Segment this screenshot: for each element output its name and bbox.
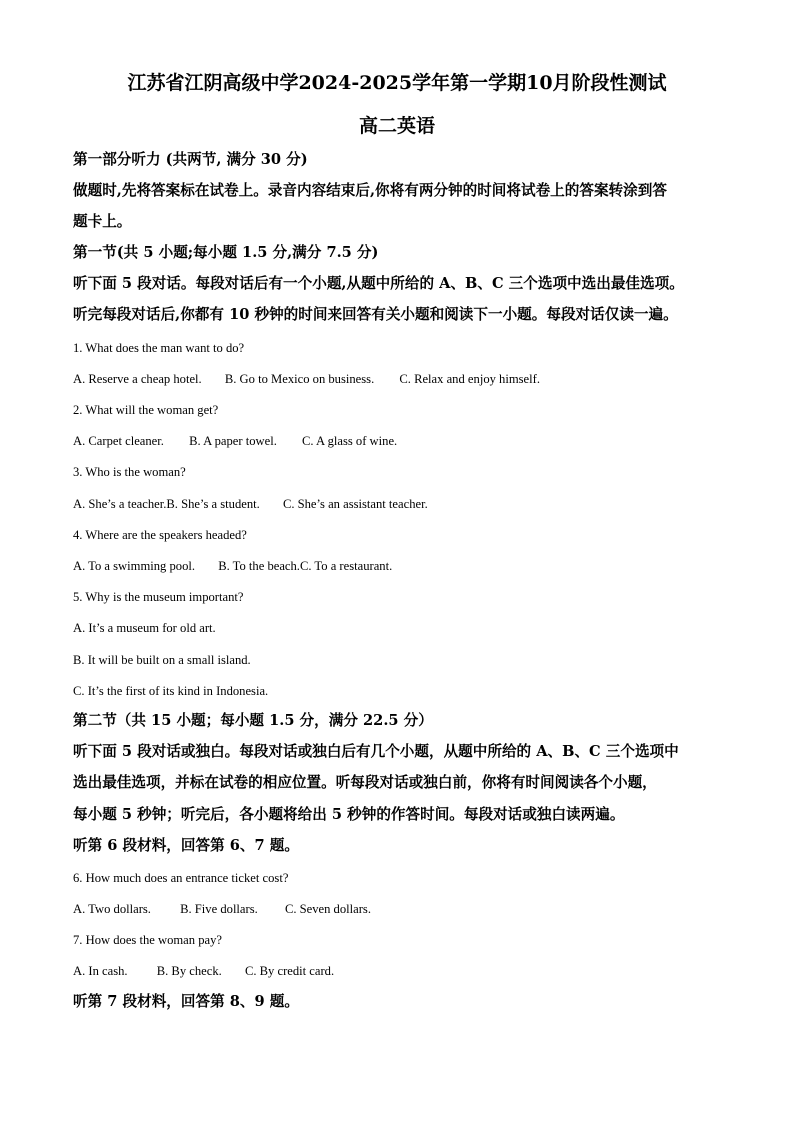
- question-5: 5. Why is the museum important?: [73, 590, 244, 604]
- question-7-options: [73, 962, 334, 980]
- section2-instr-line1: 听下面 5 段对话或独白。每段对话或独白后有几个小题，从题中所给的 A、B、C 三个选项中: [73, 743, 679, 760]
- question-2-options: [73, 432, 397, 450]
- section2-heading: 第二节（共 15 小题；每小题 1.5 分，满分 22.5 分）: [73, 712, 433, 729]
- q7-option-c: C. By credit card.: [244, 964, 335, 978]
- question-6: 6. How much does an entrance ticket cost?: [73, 871, 289, 885]
- question-7: 7. How does the woman pay?: [73, 933, 222, 947]
- part1-intro-line1: 做题时,先将答案标在试卷上。录音内容结束后,你将有两分钟的时间将试卷上的答案转涂到答: [73, 182, 667, 199]
- q1-option-a: A. Reserve a cheap hotel.: [73, 372, 202, 386]
- q1-option-c: C. Relax and enjoy himself.: [399, 372, 540, 386]
- question-2: 2. What will the woman get?: [73, 403, 219, 417]
- q3-option-ab: A. She’s a teacher.B. She’s a student.: [73, 497, 260, 511]
- q7-option-b: B. By check.: [156, 964, 222, 978]
- q2-option-c: C. A glass of wine.: [302, 434, 398, 448]
- part1-heading: 第一部分听力 (共两节, 满分 30 分): [73, 151, 308, 168]
- question-1: 1. What does the man want to do?: [73, 341, 245, 355]
- question-1-options: [73, 370, 540, 388]
- part1-intro-line2: 题卡上。: [73, 213, 132, 230]
- question-4: 4. Where are the speakers headed?: [73, 528, 247, 542]
- section2-instr-line3: 每小题 5 秒钟；听完后，各小题将给出 5 秒钟的作答时间。每段对话或独白读两遍。: [73, 806, 625, 823]
- passage6-heading: 听第 6 段材料，回答第 6、7 题。: [73, 837, 299, 854]
- q7-option-a: A. In cash.: [73, 964, 128, 978]
- exam-title: 江苏省江阴高级中学2024-2025学年第一学期10月阶段性测试: [127, 72, 667, 94]
- exam-subtitle: 高二英语: [358, 115, 435, 137]
- section1-instr-line2: 听完每段对话后,你都有 10 秒钟的时间来回答有关小题和阅读下一小题。每段对话仅读一遍。: [73, 306, 678, 323]
- q6-option-b: B. Five dollars.: [180, 902, 258, 916]
- question-3: 3. Who is the woman?: [73, 465, 186, 479]
- q2-option-a: A. Carpet cleaner.: [73, 434, 164, 448]
- section1-instr-line1: 听下面 5 段对话。每段对话后有一个小题,从题中所给的 A、B、C 三个选项中选出最佳选项。: [73, 275, 684, 292]
- q1-option-b: B. Go to Mexico on business.: [224, 372, 375, 386]
- q3-option-c: C. She’s an assistant teacher.: [282, 497, 428, 511]
- q4-option-bc: B. To the beach.C. To a restaurant.: [218, 559, 393, 573]
- q6-option-a: A. Two dollars.: [73, 902, 151, 916]
- q5-option-b: B. It will be built on a small island.: [73, 653, 251, 667]
- section2-instr-line2: 选出最佳选项，并标在试卷的相应位置。听每段对话或独白前，你将有时间阅读各个小题，: [73, 774, 657, 791]
- q6-option-c: C. Seven dollars.: [284, 902, 371, 916]
- q4-option-a: A. To a swimming pool.: [73, 559, 196, 573]
- question-4-options: [73, 557, 392, 575]
- passage7-heading: 听第 7 段材料，回答第 8、9 题。: [73, 993, 299, 1010]
- q2-option-b: B. A paper towel.: [189, 434, 277, 448]
- q5-option-a: A. It’s a museum for old art.: [73, 621, 216, 635]
- question-3-options: [73, 495, 428, 513]
- section1-heading: 第一节(共 5 小题;每小题 1.5 分,满分 7.5 分): [73, 244, 379, 261]
- q5-option-c: C. It’s the first of its kind in Indonesia.: [73, 684, 269, 698]
- question-6-options: [73, 900, 371, 918]
